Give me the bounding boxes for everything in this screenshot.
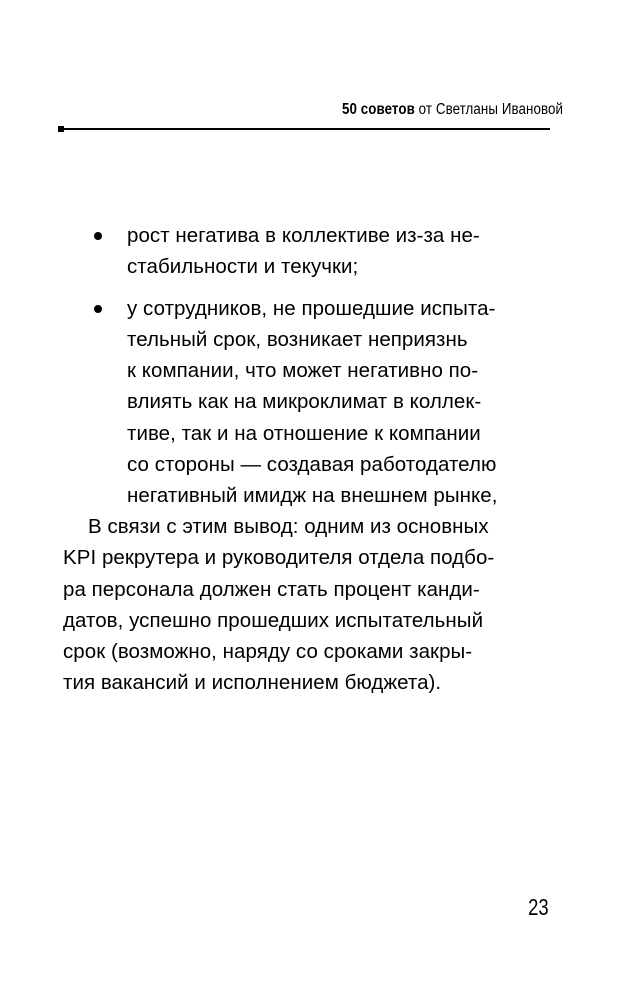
text-line: В связи с этим вывод: одним из основных xyxy=(88,515,489,538)
text-line: у сотрудников, не прошедшие испыта- xyxy=(127,296,496,320)
running-header xyxy=(342,101,563,119)
text-line: ра персонала должен стать процент канди- xyxy=(63,577,480,601)
text-line: негативный имидж на внешнем рынке, xyxy=(127,484,498,508)
text-line: датов, успешно прошедших испытательный xyxy=(63,608,484,632)
conclusion-paragraph xyxy=(63,511,558,699)
text-line: рост негатива в коллективе из-за не- xyxy=(127,224,480,247)
text-line: со стороны — создавая работодателю xyxy=(127,453,497,477)
text-line: к компании, что может негативно по- xyxy=(127,359,479,383)
text-line: стабильности и текучки; xyxy=(127,255,359,279)
book-title: 50 советов xyxy=(341,101,415,118)
page-number: 23 xyxy=(528,894,549,920)
text-line: влиять как на микроклимат в коллек- xyxy=(127,390,482,414)
text-line: KPI рекрутера и руководителя отдела подбо- xyxy=(63,546,495,570)
text-line: тиве, так и на отношение к компании xyxy=(127,421,481,445)
bullet-icon xyxy=(94,305,102,313)
author-name: от Светланы Ивановой xyxy=(418,101,563,118)
text-line: тия вакансий и исполнением бюджета). xyxy=(63,671,442,695)
text-line: срок (возможно, наряду со сроками закры- xyxy=(63,640,473,664)
header-rule xyxy=(64,128,550,130)
bullet-icon xyxy=(94,232,102,240)
bullet-item-1 xyxy=(88,220,558,283)
bullet-list xyxy=(88,220,558,512)
text-line: тельный срок, возникает неприязнь xyxy=(127,327,468,351)
bullet-item-2 xyxy=(88,293,558,512)
